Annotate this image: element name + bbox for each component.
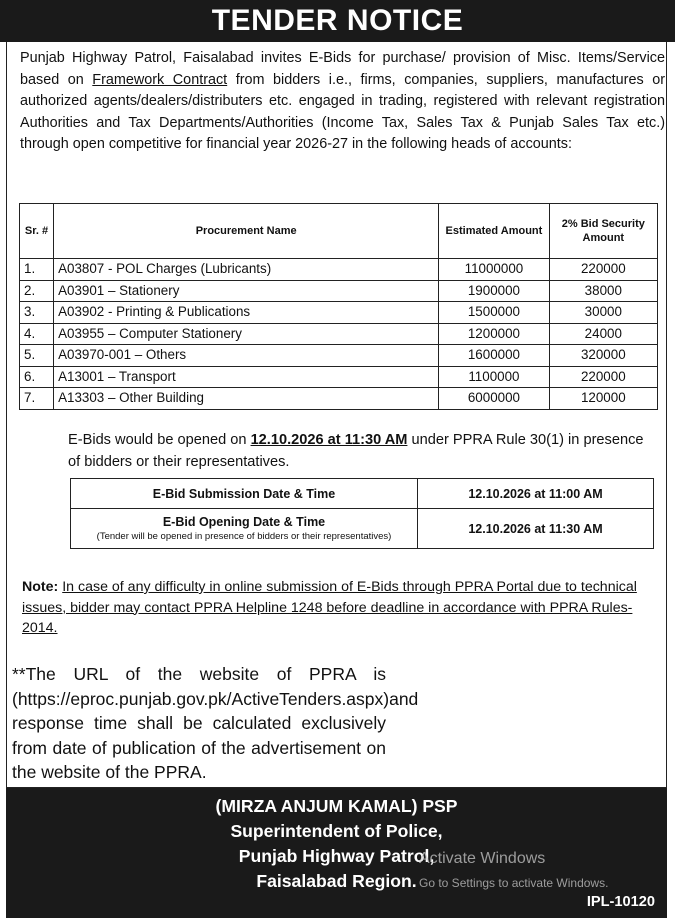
estimated-cell: 1100000	[439, 366, 549, 388]
table-row	[20, 345, 658, 367]
sr-cell: 5.	[20, 345, 54, 367]
schedule-table	[70, 478, 654, 549]
submission-value: 12.10.2026 at 11:00 AM	[418, 479, 654, 509]
note-text: In case of any difficulty in online submission of E-Bids through PPRA Portal due to technical issues, bidder may contact PPRA Helpline 1248 before deadline in accordance with PPRA Rules-2014.	[22, 579, 637, 636]
opening-text-2: under PPRA Rule 30(1) in presence of bidders or their representatives.	[68, 432, 644, 470]
page-title: TENDER NOTICE	[0, 0, 675, 42]
intro-paragraph	[20, 48, 665, 156]
table-row	[20, 259, 658, 281]
sr-cell: 6.	[20, 366, 54, 388]
submission-label: E-Bid Submission Date & Time	[71, 479, 418, 509]
table-row	[20, 302, 658, 324]
sr-cell: 4.	[20, 323, 54, 345]
estimated-cell: 11000000	[439, 259, 549, 281]
table-row	[20, 323, 658, 345]
procurement-table	[19, 203, 658, 410]
col-estimated-amount: Estimated Amount	[439, 204, 549, 259]
opening-value: 12.10.2026 at 11:30 AM	[418, 509, 654, 549]
name-cell: A13303 – Other Building	[54, 388, 439, 410]
name-cell: A03970-001 – Others	[54, 345, 439, 367]
security-cell: 320000	[549, 345, 657, 367]
ad-code: IPL-10120	[586, 894, 655, 910]
opening-label: E-Bid Opening Date & Time	[162, 515, 326, 529]
signature-block	[6, 788, 667, 918]
security-cell: 120000	[549, 388, 657, 410]
opening-label-cell	[71, 509, 418, 549]
name-cell: A03902 - Printing & Publications	[54, 302, 439, 324]
sr-cell: 1.	[20, 259, 54, 281]
table-row	[20, 388, 658, 410]
estimated-cell: 1500000	[439, 302, 549, 324]
sr-cell: 3.	[20, 302, 54, 324]
signatory-region: Faisalabad Region.	[256, 871, 417, 891]
activation-watermark-subtitle: Go to Settings to activate Windows.	[419, 876, 609, 890]
security-cell: 220000	[549, 259, 657, 281]
opening-text-1: E-Bids would be opened on	[68, 432, 251, 448]
name-cell: A03807 - POL Charges (Lubricants)	[54, 259, 439, 281]
estimated-cell: 1900000	[439, 280, 549, 302]
table-row	[20, 280, 658, 302]
sr-cell: 7.	[20, 388, 54, 410]
estimated-cell: 1600000	[439, 345, 549, 367]
submission-row	[71, 479, 654, 509]
sr-cell: 2.	[20, 280, 54, 302]
intro-text-1: Punjab Highway Patrol, Faisalabad invites E-Bids for purchase/ provision of Misc. Items/Service based on	[20, 50, 665, 88]
opening-datetime: 12.10.2026 at 11:30 AM	[250, 432, 408, 448]
col-sr: Sr. #	[20, 204, 54, 259]
estimated-cell: 6000000	[439, 388, 549, 410]
intro-text-2: from bidders i.e., firms, companies, suppliers, manufactures or authorized agents/dealers/distributers etc. engaged in trading, registered with relevant registration Authorities and Tax Departments/Authorities (Income Tax, Sales Tax & Punjab Sales Tax etc.) through open competitive for financial year 2026-27 in the following heads of accounts:	[20, 71, 665, 152]
signatory-name: (MIRZA ANJUM KAMAL) PSP	[215, 796, 458, 816]
name-cell: A13001 – Transport	[54, 366, 439, 388]
security-cell: 24000	[549, 323, 657, 345]
note-label: Note:	[22, 579, 59, 595]
activation-watermark-title: Activate Windows	[419, 850, 546, 867]
table-header-row	[20, 204, 658, 259]
opening-paragraph	[68, 430, 658, 473]
name-cell: A03901 – Stationery	[54, 280, 439, 302]
framework-contract-text: Framework Contract	[92, 71, 228, 88]
name-cell: A03955 – Computer Stationery	[54, 323, 439, 345]
col-procurement-name: Procurement Name	[54, 204, 439, 259]
table-row	[20, 366, 658, 388]
url-notice: **The URL of the website of PPRA is (https://eproc.punjab.gov.pk/ActiveTenders.aspx)and response time shall be calculated exclusively from date of publication of the advertisement on the website of the PPRA.	[12, 664, 419, 782]
col-bid-security: 2% Bid Security Amount	[549, 204, 657, 259]
security-cell: 220000	[549, 366, 657, 388]
signatory-designation: Superintendent of Police,	[230, 821, 443, 841]
opening-sublabel: (Tender will be opened in presence of bidders or their representatives)	[96, 531, 392, 542]
security-cell: 38000	[549, 280, 657, 302]
signatory-org: Punjab Highway Patrol,	[238, 846, 435, 866]
note-paragraph	[22, 577, 658, 639]
security-cell: 30000	[549, 302, 657, 324]
opening-row	[71, 509, 654, 549]
estimated-cell: 1200000	[439, 323, 549, 345]
